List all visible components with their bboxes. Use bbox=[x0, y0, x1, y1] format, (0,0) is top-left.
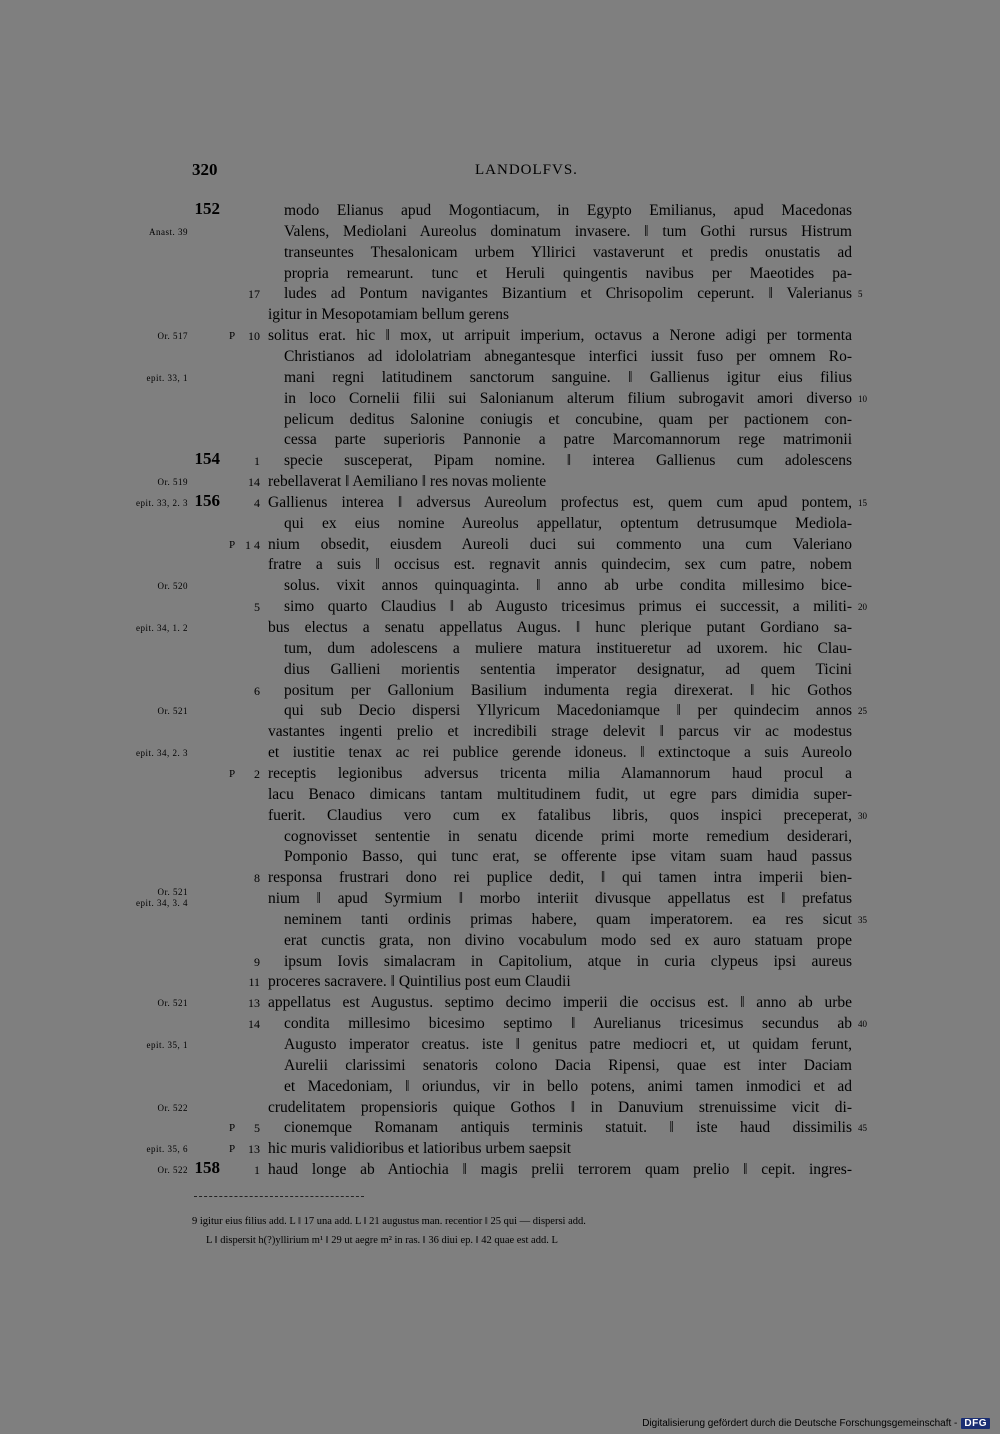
latin-text-line: in loco Cornelii filii sui Salonianum alterum filium subrogavit amori diverso bbox=[284, 389, 852, 407]
text-line bbox=[0, 368, 1000, 389]
latin-text-line: lacu Benaco dimicans tantam multitudinem fudit, ut egre pars dimidia super- bbox=[268, 785, 852, 803]
text-line bbox=[0, 472, 1000, 493]
latin-text-line: qui ex eius nomine Aureolus appellatur, optentum detrusumque Mediola- bbox=[284, 514, 852, 532]
source-reference: epit. 33, 1 bbox=[146, 372, 188, 383]
chapter-number: 4 bbox=[254, 495, 260, 510]
latin-text-line: bus electus a senatu appellatus Augus. ‖ hunc plerique putant Gordiano sa- bbox=[268, 619, 852, 636]
latin-text-line: condita millesimo bicesimo septimo ‖ Aurelianus tricesimus secundus ab bbox=[284, 1015, 852, 1033]
chapter-number: 5 bbox=[254, 600, 260, 615]
latin-text-line: Valens, Mediolani Aureolus dominatum invasere. ‖ tum Gothi rursus Histrum bbox=[284, 222, 852, 240]
latin-text-line: transeuntes Thesalonicam urbem Yllirici vastaverunt et predis onustatis ad bbox=[284, 243, 852, 261]
text-line bbox=[0, 785, 1000, 806]
chapter-number: 10 bbox=[248, 329, 260, 344]
source-reference: Or. 520 bbox=[157, 581, 188, 592]
chapter-number: 1 4 bbox=[245, 537, 260, 552]
source-reference: Or. 521 epit. 34, 3. 4 bbox=[136, 887, 188, 909]
text-line bbox=[0, 347, 1000, 368]
text-line bbox=[0, 910, 1000, 931]
source-reference: epit. 33, 2. 3 bbox=[136, 497, 188, 508]
chapter-number: 1 bbox=[254, 454, 260, 469]
funding-footer bbox=[642, 1418, 990, 1429]
chapter-number: 11 bbox=[248, 975, 260, 990]
chapter-number: 14 bbox=[248, 1017, 260, 1032]
line-number: 10 bbox=[858, 393, 867, 404]
source-reference: Or. 522 bbox=[157, 1102, 188, 1113]
text-line bbox=[0, 1077, 1000, 1098]
latin-text-line: rebellaverat ‖ Aemiliano ‖ res novas moliente bbox=[268, 473, 547, 491]
latin-text-line: fuerit. Claudius vero cum ex fatalibus libris, quos inspici preceperat, bbox=[268, 806, 852, 824]
page-reference: 158 bbox=[194, 1158, 220, 1178]
text-line bbox=[0, 827, 1000, 848]
text-line bbox=[0, 1098, 1000, 1119]
text-line bbox=[0, 514, 1000, 535]
source-reference: Or. 521 bbox=[157, 706, 188, 717]
latin-text-line: Augusto imperator creatus. iste ‖ genitus patre mediocri et, ut quidam ferunt, bbox=[284, 1036, 852, 1053]
chapter-number: 13 bbox=[248, 1142, 260, 1157]
latin-text-line: Aurelii clarissimi senatoris colono Dacia Ripensi, quae est inter Daciam bbox=[284, 1056, 852, 1074]
text-line bbox=[0, 535, 1000, 556]
chapter-number: 5 bbox=[254, 1121, 260, 1136]
page-reference: 156 bbox=[194, 490, 220, 510]
chapter-number: 17 bbox=[248, 287, 260, 302]
text-line bbox=[0, 639, 1000, 660]
latin-text-line: ipsum Iovis simalacram in Capitolium, atque in curia clypeus ipsi aureus bbox=[284, 952, 852, 970]
footnote-line-2: L ‖ dispersit h(?)yllirium m¹ ‖ 29 ut aegre m² in ras. ‖ 36 diui ep. ‖ 42 quae est add. L bbox=[206, 1235, 558, 1246]
latin-text-line: mani regni latitudinem sanctorum sanguine. ‖ Gallienus igitur eius filius bbox=[284, 368, 852, 386]
source-reference: Or. 519 bbox=[157, 477, 188, 488]
latin-text-line: pelicum deditus Salonine coniugis et concubine, quam per pactionem con- bbox=[284, 410, 852, 428]
text-line bbox=[0, 1160, 1000, 1181]
text-line bbox=[0, 1118, 1000, 1139]
latin-text-line: et Macedoniam, ‖ oriundus, vir in bello potens, animi tamen inmodici et ad bbox=[284, 1077, 852, 1095]
text-line bbox=[0, 284, 1000, 305]
latin-text-line: positum per Gallonium Basilium indumenta regia direxerat. ‖ hic Gothos bbox=[284, 681, 852, 699]
source-reference: epit. 34, 2. 3 bbox=[136, 748, 188, 759]
line-number: 15 bbox=[858, 497, 867, 508]
text-line bbox=[0, 743, 1000, 764]
latin-text-line: cognovisset sententie in senatu dicende primi morte remedium desiderari, bbox=[284, 827, 852, 845]
line-number: 45 bbox=[858, 1123, 867, 1134]
latin-text-line: erat cunctis grata, non divino vocabulum modo sed ex auro statuam prope bbox=[284, 931, 852, 949]
latin-text-line: ludes ad Pontum navigantes Bizantium et Chrisopolim ceperunt. ‖ Valerianus bbox=[284, 285, 852, 303]
chapter-number: 9 bbox=[254, 954, 260, 969]
latin-text-line: modo Elianus apud Mogontiacum, in Egypto Emilianus, apud Macedonas bbox=[284, 202, 852, 219]
latin-text-line: propria remearunt. tunc et Heruli quingentis navibus per Maeotides pa- bbox=[284, 264, 852, 282]
line-number: 30 bbox=[858, 810, 867, 821]
text-line bbox=[0, 201, 1000, 222]
latin-text-line: appellatus est Augustus. septimo decimo imperii die occisus est. ‖ anno ab urbe bbox=[268, 994, 852, 1012]
line-number: 20 bbox=[858, 602, 867, 613]
latin-text-line: simo quarto Claudius ‖ ab Augusto tricesimus primus ei successit, a militi- bbox=[284, 598, 852, 616]
text-line bbox=[0, 660, 1000, 681]
line-number: 25 bbox=[858, 706, 867, 717]
paul-deacon-marker: P bbox=[229, 330, 236, 343]
chapter-number: 2 bbox=[254, 766, 260, 781]
text-line bbox=[0, 722, 1000, 743]
latin-text-line: fratre a suis ‖ occisus est. regnavit annis quindecim, sex cum patre, nobem bbox=[268, 556, 852, 574]
text-line bbox=[0, 222, 1000, 243]
latin-text-line: responsa frustrari dono rei puplice dedit, ‖ qui tamen intra imperii bien- bbox=[268, 869, 852, 887]
text-line bbox=[0, 764, 1000, 785]
text-line bbox=[0, 1139, 1000, 1160]
latin-text-line: specie susceperat, Pipam nomine. ‖ interea Gallienus cum adolescens bbox=[284, 452, 852, 470]
source-reference: Or. 521 bbox=[157, 998, 188, 1009]
latin-text-line: cionemque Romanam antiquis terminis statuit. ‖ iste haud dissimilis bbox=[284, 1119, 852, 1137]
paul-deacon-marker: P bbox=[229, 1122, 236, 1135]
latin-text-line: proceres sacravere. ‖ Quintilius post eum Claudii bbox=[268, 973, 571, 991]
chapter-number: 8 bbox=[254, 871, 260, 886]
latin-text-line: nium ‖ apud Syrmium ‖ morbo interiit divusque appellatus est ‖ prefatus bbox=[268, 890, 852, 908]
latin-text-line: nium obsedit, eiusdem Aureoli duci sui commento una cum Valeriano bbox=[268, 535, 852, 553]
text-line bbox=[0, 889, 1000, 910]
text-line bbox=[0, 576, 1000, 597]
line-number: 5 bbox=[858, 289, 863, 300]
text-line bbox=[0, 868, 1000, 889]
text-line bbox=[0, 451, 1000, 472]
dfg-logo: DFG bbox=[961, 1418, 990, 1429]
text-line bbox=[0, 410, 1000, 431]
latin-text-line: cessa parte superioris Pannonie a patre Marcomannorum rege matrimonii bbox=[284, 431, 852, 449]
latin-text-line: et iustitie tenax ac rei publice gerende idoneus. ‖ extinctoque a suis Aureolo bbox=[268, 744, 852, 762]
text-line bbox=[0, 972, 1000, 993]
source-reference: epit. 35, 6 bbox=[146, 1144, 188, 1155]
text-line bbox=[0, 597, 1000, 618]
paul-deacon-marker: P bbox=[229, 767, 236, 780]
footnote-rule bbox=[194, 1196, 364, 1197]
latin-text-line: solus. vixit annos quinquaginta. ‖ anno ab urbe condita millesimo bice- bbox=[284, 577, 852, 595]
page-reference: 152 bbox=[194, 199, 220, 218]
latin-text-line: qui sub Decio dispersi Yllyricum Macedoniamque ‖ per quindecim annos bbox=[284, 702, 852, 720]
chapter-number: 14 bbox=[248, 475, 260, 490]
latin-text-line: receptis legionibus adversus tricenta milia Alamannorum haud procul a bbox=[268, 764, 852, 782]
text-line bbox=[0, 243, 1000, 264]
latin-text-line: Pomponio Basso, qui tunc erat, se offerente ipse vitam suam haud passus bbox=[284, 848, 852, 866]
latin-text-line: vastantes ingenti prelio et incredibili strage delevit ‖ parcus vir ac modestus bbox=[268, 723, 852, 741]
text-line bbox=[0, 806, 1000, 827]
latin-text-line: haud longe ab Antiochia ‖ magis prelii terrorem quam prelio ‖ cepit. ingres- bbox=[268, 1161, 852, 1179]
text-line bbox=[0, 430, 1000, 451]
text-line bbox=[0, 555, 1000, 576]
latin-text-line: tum, dum adolescens a muliere matura institueretur ad uxorem. hic Clau- bbox=[284, 639, 852, 657]
source-reference: epit. 34, 1. 2 bbox=[136, 623, 188, 633]
page-reference: 154 bbox=[194, 449, 220, 469]
latin-text-line: hic muris validioribus et latioribus urbem saepsit bbox=[268, 1140, 572, 1158]
source-reference: Anast. 39 bbox=[149, 226, 188, 237]
text-line bbox=[0, 1035, 1000, 1056]
text-line bbox=[0, 701, 1000, 722]
chapter-number: 6 bbox=[254, 683, 260, 698]
chapter-number: 13 bbox=[248, 996, 260, 1011]
latin-text-line: solitus erat. hic ‖ mox, ut arripuit imperium, octavus a Nerone adigi per tormenta bbox=[268, 327, 852, 345]
source-reference: Or. 522 bbox=[157, 1165, 188, 1176]
text-line bbox=[0, 993, 1000, 1014]
chapter-number: 1 bbox=[254, 1163, 260, 1178]
line-number: 35 bbox=[858, 914, 867, 925]
source-reference: epit. 35, 1 bbox=[146, 1040, 188, 1050]
source-reference: Or. 517 bbox=[157, 331, 188, 342]
latin-text-line: Gallienus interea ‖ adversus Aureolum profectus est, quem cum apud pontem, bbox=[268, 493, 852, 511]
text-line bbox=[0, 264, 1000, 285]
text-line bbox=[0, 305, 1000, 326]
running-title: LANDOLFVS. bbox=[475, 162, 578, 178]
latin-text-line: neminem tanti ordinis primas habere, quam imperatorem. ea res sicut bbox=[284, 910, 852, 928]
text-line bbox=[0, 952, 1000, 973]
footnote-line-1: 9 igitur eius filius add. L ‖ 17 una add. L ‖ 21 augustus man. recentior ‖ 25 qui — dispersi add. bbox=[192, 1216, 586, 1227]
footer-text: Digitalisierung gefördert durch die Deutsche Forschungsgemeinschaft - bbox=[642, 1418, 958, 1429]
page-number: 320 bbox=[192, 160, 218, 179]
paul-deacon-marker: P bbox=[229, 538, 236, 551]
text-line bbox=[0, 326, 1000, 347]
text-line bbox=[0, 490, 1000, 514]
text-line bbox=[0, 931, 1000, 952]
latin-text-line: dius Gallieni morientis sententia imperator designatur, ad quem Ticini bbox=[284, 660, 852, 678]
latin-text-line: crudelitatem propensioris quique Gothos ‖ in Danuvium strenuissime vicit di- bbox=[268, 1098, 852, 1116]
text-line bbox=[0, 618, 1000, 639]
text-line bbox=[0, 389, 1000, 410]
latin-text-line: igitur in Mesopotamiam bellum gerens bbox=[268, 306, 510, 324]
paul-deacon-marker: P bbox=[229, 1143, 236, 1156]
text-line bbox=[0, 1014, 1000, 1035]
latin-text-line: Christianos ad idololatriam abnegantesque interfici iussit fuso per omnem Ro- bbox=[284, 347, 852, 365]
text-line bbox=[0, 681, 1000, 702]
text-line bbox=[0, 1056, 1000, 1077]
line-number: 40 bbox=[858, 1019, 867, 1030]
text-line bbox=[0, 847, 1000, 868]
